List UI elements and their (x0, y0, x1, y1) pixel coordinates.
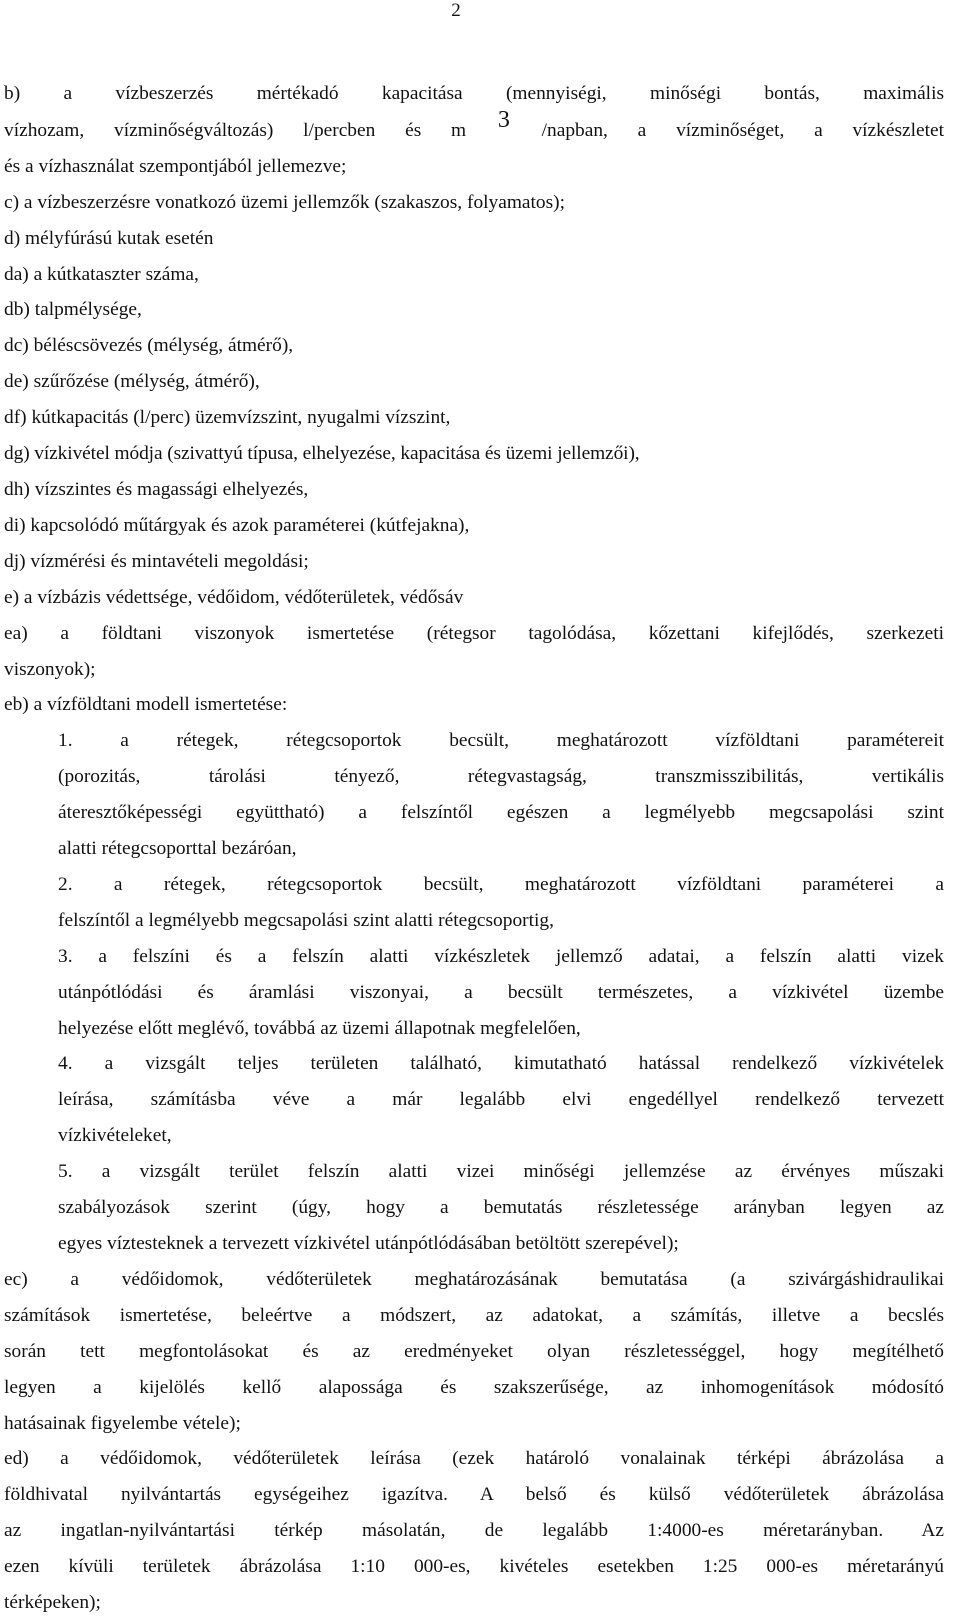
text-line: e) a vízbázis védettsége, védőidom, védőterületek, védősáv (4, 586, 464, 608)
text-line: 2. a rétegek, rétegcsoportok becsült, meghatározott vízföldtani paraméterei a (58, 873, 944, 895)
text-line: di) kapcsolódó műtárgyak és azok paraméterei (kútfejakna), (4, 514, 470, 536)
text-line: dh) vízszintes és magassági elhelyezés, (4, 478, 309, 500)
text-line: során tett megfontolásokat és az eredményeket olyan részletességgel, hogy megítélhető (4, 1340, 944, 1362)
text-line: eb) a vízföldtani modell ismertetése: (4, 694, 288, 716)
text-line: vízkivételeket, (58, 1125, 172, 1147)
text-line (4, 106, 944, 149)
text-line: az ingatlan-nyilvántartási térkép másolatán, de legalább 1:4000-es méretarányban. Az (4, 1520, 944, 1542)
page-number: 2 (451, 0, 461, 21)
text-line: 4. a vizsgált teljes területen található, kimutatható hatással rendelkező vízkivételek (58, 1053, 944, 1075)
text-line: egyes víztesteknek a tervezett vízkivétel utánpótlódásában betöltött szerepével); (58, 1233, 679, 1254)
text-line: alatti rétegcsoporttal bezáróan, (58, 838, 297, 860)
text-line: ea) a földtani viszonyok ismertetése (rétegsor tagolódása, kőzettani kifejlődés, szerkezeti (4, 622, 944, 644)
text-line: d) mélyfúrású kutak esetén (4, 227, 214, 249)
text-line: da) a kútkataszter száma, (4, 263, 199, 285)
text-line: dj) vízmérési és mintavételi megoldási; (4, 550, 309, 572)
text-line: helyezése előtt meglévő, továbbá az üzemi állapotnak megfelelően, (58, 1017, 581, 1039)
text-line: viszonyok); (4, 658, 96, 680)
text-line: ezen kívüli területek ábrázolása 1:10 000-es, kivételes esetekben 1:25 000-es méretarányú (4, 1556, 944, 1578)
text-line: számítások ismertetése, beleértve a módszert, az adatokat, a számítás, illetve a becslés (4, 1304, 944, 1326)
text-line: ed) a védőidomok, védőterületek leírása (ezek határoló vonalainak térképi ábrázolása a (4, 1448, 944, 1470)
text-segment: /napban, a vízminőséget, a vízkészletet (541, 119, 944, 141)
text-line: de) szűrőzése (mélység, átmérő), (4, 371, 260, 393)
text-segment: vízhozam, vízminőségváltozás) l/percben és m (4, 119, 467, 141)
superscript: 3 (497, 106, 510, 133)
text-line: leírása, számításba véve a már legalább elvi engedéllyel rendelkező tervezett (58, 1089, 944, 1111)
text-line: ec) a védőidomok, védőterületek meghatározásának bemutatása (a szivárgáshidraulikai (4, 1268, 944, 1290)
text-line: szabályozások szerint (úgy, hogy a bemutatás részletessége arányban legyen az (58, 1197, 944, 1219)
text-line: térképeken); (4, 1592, 101, 1614)
text-line: hatásainak figyelembe vétele); (4, 1412, 241, 1434)
text-line: felszíntől a legmélyebb megcsapolási szint alatti rétegcsoportig, (58, 909, 554, 931)
text-line: dc) béléscsövezés (mélység, átmérő), (4, 335, 294, 357)
text-line: 1. a rétegek, rétegcsoportok becsült, meghatározott vízföldtani paramétereit (58, 730, 944, 752)
text-line: dg) vízkivétel módja (szivattyú típusa, elhelyezése, kapacitása és üzemi jellemzői), (4, 443, 640, 465)
text-line: utánpótlódási és áramlási viszonyai, a becsült természetes, a vízkivétel üzembe (58, 981, 944, 1003)
text-line: földhivatal nyilvántartás egységeihez igazítva. A belső és külső védőterületek ábrázolása (4, 1484, 944, 1506)
text-line: legyen a kijelölés kellő alapossága és szakszerűsége, az inhomogenítások módosító (4, 1376, 944, 1398)
text-line: és a vízhasználat szempontjából jellemezve; (4, 155, 347, 177)
text-line: df) kútkapacitás (l/perc) üzemvízszint, nyugalmi vízszint, (4, 407, 451, 429)
text-line: db) talpmélysége, (4, 299, 142, 321)
text-line: (porozitás, tárolási tényező, rétegvastagság, transzmisszibilitás, vertikális (58, 766, 944, 788)
text-line: b) a vízbeszerzés mértékadó kapacitása (mennyiségi, minőségi bontás, maximális (4, 83, 944, 104)
text-line: áteresztőképességi együttható) a felszíntől egészen a legmélyebb megcsapolási szint (58, 802, 944, 824)
text-line: 5. a vizsgált terület felszín alatti vizei minőségi jellemzése az érvényes műszaki (58, 1161, 944, 1183)
text-line: 3. a felszíni és a felszín alatti vízkészletek jellemző adatai, a felszín alatti vizek (58, 945, 944, 967)
text-line: c) a vízbeszerzésre vonatkozó üzemi jellemzők (szakaszos, folyamatos); (4, 191, 566, 213)
document-body (4, 76, 944, 1621)
